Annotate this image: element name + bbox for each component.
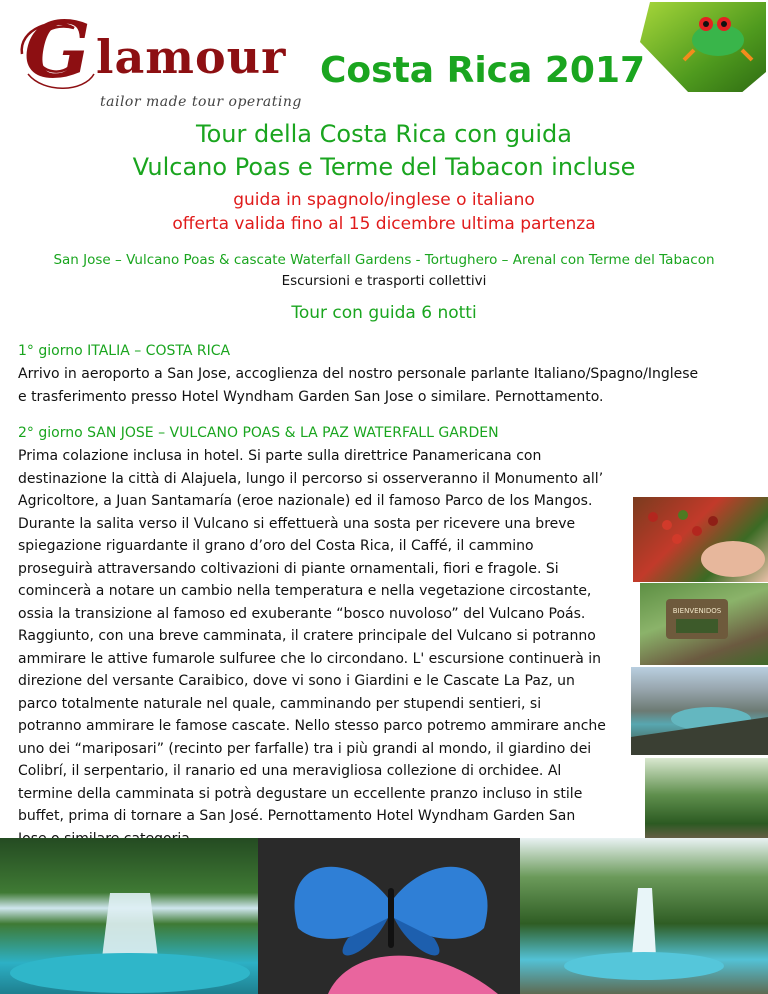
- park-sign-photo: [640, 583, 768, 665]
- day2-line: comincerà a notare un cambio nella temperatura e nella vegetazione circostante,: [18, 583, 592, 599]
- coffee-beans-icon: [633, 497, 768, 582]
- day1-line: Arrivo in aeroporto a San Jose, accoglienza del nostro personale parlante Italiano/Spagno/Inglese: [18, 366, 699, 382]
- day2-line: direzione del versante Caraibico, dove vi sono i Giardini e le Cascate La Paz, un: [18, 673, 575, 689]
- tour-nights: Tour con guida 6 notti: [291, 303, 477, 323]
- day2-line: Colibrí, il serpentario, il ranario ed una meravigliosa collezione di orchidee. Al: [18, 763, 562, 779]
- day2-line: parco totalmente naturale nel quale, camminando per stupendi sentieri, si: [18, 695, 542, 712]
- day1-heading: 1° giorno ITALIA – COSTA RICA: [18, 343, 231, 359]
- volcano-crater-photo: [631, 667, 768, 755]
- day1-line: e trasferimento presso Hotel Wyndham Garden San Jose o similare. Pernottamento.: [18, 388, 604, 405]
- day2-line: Raggiunto, con una breve camminata, il cratere principale del Vulcano si potranno: [18, 628, 596, 644]
- day2-line: buffet, prima di tornare a San José. Pernottamento Hotel Wyndham Garden San: [18, 808, 576, 824]
- waterfall-photo-left: [0, 838, 258, 994]
- logo-letter: G: [24, 5, 91, 96]
- blue-morpho-photo: [258, 838, 520, 994]
- day2-line: destinazione la città di Alajuela, lungo il percorso si osserveranno il Monumento all’: [18, 470, 604, 487]
- logo-word: lamour: [96, 30, 287, 84]
- frog-photo-icon: [630, 2, 766, 92]
- guide-language-note: guida in spagnolo/inglese o italiano: [233, 190, 535, 210]
- park-sign-icon: [640, 583, 768, 665]
- day2-line: termine della camminata si potrà degustare un eccellente pranzo incluso in stile: [18, 785, 583, 802]
- headline-line1: Tour della Costa Rica con guida: [196, 120, 572, 148]
- day2-line: spiegazione riguardante il grano d’oro del Costa Rica, il Caffé, il cammino: [18, 538, 534, 554]
- crater-icon: [631, 667, 768, 755]
- butterfly-icon: [258, 838, 520, 994]
- waterfall-icon: [0, 838, 258, 994]
- day2-description: [18, 445, 636, 850]
- offer-validity-note: offerta valida fino al 15 dicembre ultima partenza: [172, 214, 596, 234]
- day2-heading: 2° giorno SAN JOSE – VULCANO POAS & LA PAZ WATERFALL GARDEN: [18, 425, 499, 441]
- day1-description: [18, 363, 758, 408]
- headline-line2: Vulcano Poas e Terme del Tabacon incluse: [132, 153, 636, 181]
- sign-text: BIENVENIDOS: [672, 607, 722, 615]
- day2-line: Prima colazione inclusa in hotel. Si parte sulla direttrice Panamericana con: [18, 448, 542, 464]
- day2-line: ossia la transizione al famoso ed exuberante “bosco nuvoloso” del Vulcano Poás.: [18, 605, 586, 622]
- excursions-note: Escursioni e trasporti collettivi: [281, 273, 487, 289]
- waterfall-icon: [520, 838, 768, 994]
- waterfall-photo-right: [520, 838, 768, 994]
- day2-line: uno dei “mariposari” (recinto per farfalle) tra i più grandi al mondo, il giardino dei: [18, 740, 592, 757]
- route-summary: San Jose – Vulcano Poas & cascate Waterfall Gardens - Tortughero – Arenal con Terme del Tabacon: [53, 252, 715, 268]
- day2-line: ammirare le attive fumarole sulfuree che lo circondano. L' escursione continuerà in: [18, 650, 602, 667]
- day2-line: Agricoltore, a Juan Santamaría (eroe nazionale) ed il famoso Parco de los Mangos.: [18, 493, 593, 509]
- glamour-logo: [14, 5, 314, 110]
- page-title: Costa Rica 2017: [320, 50, 646, 91]
- butterfly-garden-photo: [645, 758, 768, 840]
- coffee-beans-photo: [633, 497, 768, 582]
- day2-line: proseguirà attraversando coltivazioni di piante ornamentali, fiori e fragole. Si: [18, 560, 559, 577]
- day2-line: Durante la salita verso il Vulcano si effettuerà una sosta per ricevere una breve: [18, 515, 576, 532]
- day2-line: potranno ammirare le famose cascate. Nello stesso parco potremo ammirare anche: [18, 718, 606, 734]
- logo-tagline: tailor made tour operating: [100, 94, 302, 110]
